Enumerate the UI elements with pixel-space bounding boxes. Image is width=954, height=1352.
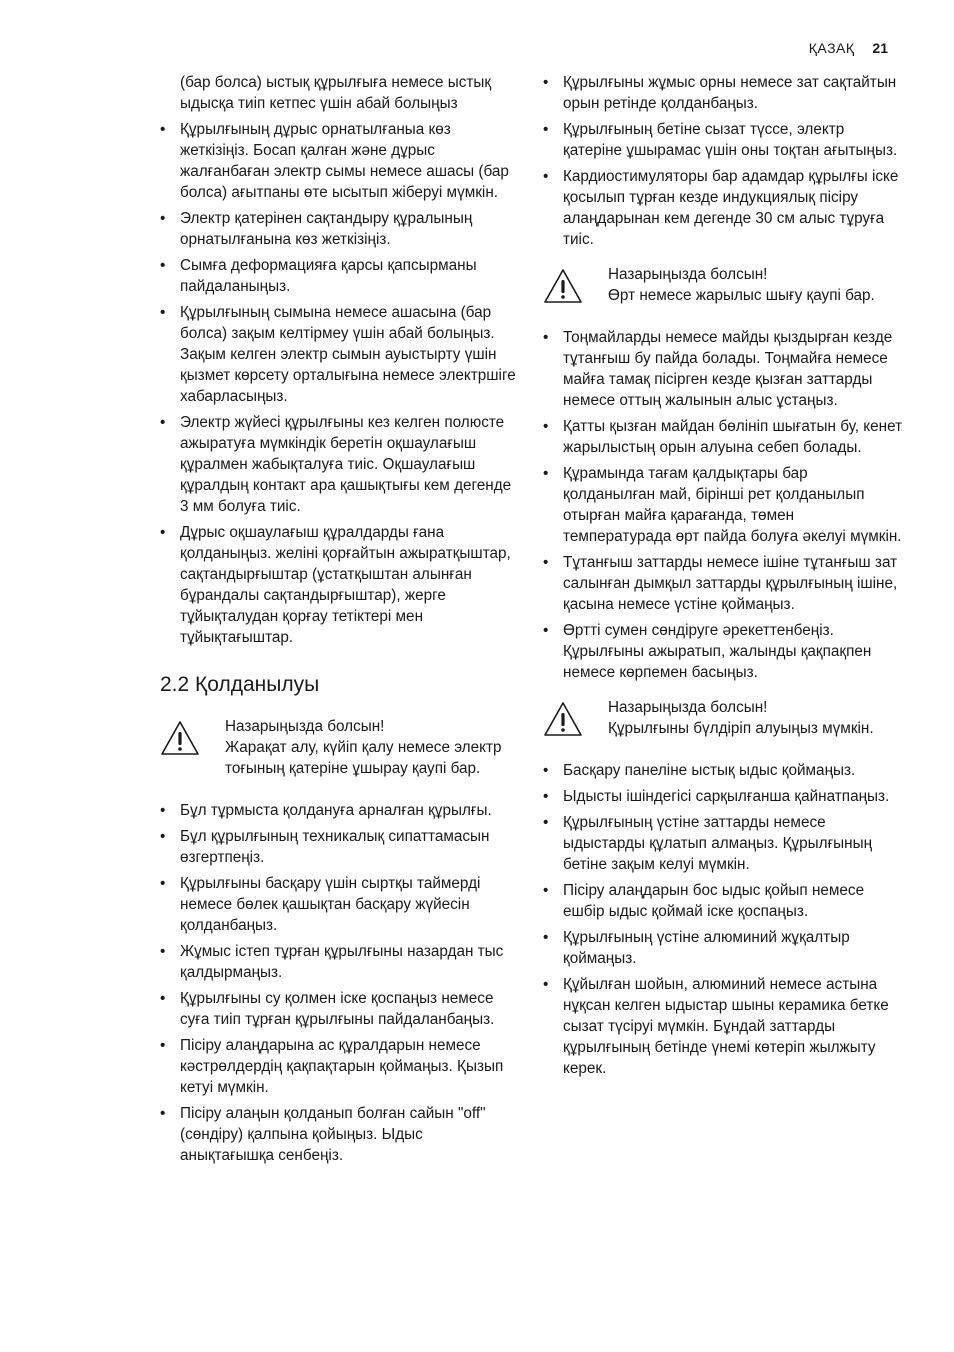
list-item: • Сымға деформацияға қарсы қапсырманы пайдаланыңыз. xyxy=(160,255,516,297)
list-item: • Құрылғыны су қолмен іске қоспаңыз немесе суға тиіп тұрған құрылғыны пайдаланбаңыз. xyxy=(160,988,516,1030)
list-item: • Пісіру алаңдарына ас құралдарын немесе кәстрөлдердің қақпақтарын қоймаңыз. Қызып кетуі мүмкін. xyxy=(160,1035,516,1098)
language-label: ҚАЗАҚ xyxy=(808,40,855,56)
section-title: Қолданылуы xyxy=(195,673,320,696)
list-item: • Бұл құрылғының техникалық сипаттамасын өзгертпеңіз. xyxy=(160,826,516,868)
bullet-list-usage xyxy=(160,800,516,1166)
list-item: • Құрылғыны жұмыс орны немесе зат сақтайтын орын ретінде қолданбаңыз. xyxy=(543,72,903,114)
list-item: • Қатты қызған майдан бөлініп шығатын бу, кенет жарылыстың орын алуына себеп болады. xyxy=(543,416,903,458)
warning-title: Назарыңызда болсын! xyxy=(608,699,768,716)
warning-triangle-icon xyxy=(543,701,583,737)
section-heading xyxy=(160,672,516,698)
list-item: • Құйылған шойын, алюминий немесе астына нұқсан келген ыдыстар шыны керамика бетке сызат түсіруі мүмкін. Бұндай заттарды құрылғының бетінде үнемі көтеріп жылжыту керек. xyxy=(543,974,903,1079)
list-item: • Кардиостимуляторы бар адамдар құрылғы іске қосылып тұрған кезде индукциялық пісіру алаңдарынан кем дегенде 30 см алыс тұруға тиіс. xyxy=(543,166,903,250)
list-item: • Тоңмайларды немесе майды қыздырған кезде тұтанғыш бу пайда болады. Тоңмайға немесе майға тамақ пісірген кезде қызған заттарды немесе оттың жалынын алыс ұстаңыз. xyxy=(543,327,903,411)
list-item: • Құрамында тағам қалдықтары бар қолданылған май, бірінші рет қолданылып отырған майға қарағанда, төмен температурада өрт пайда болуға әкелуі мүмкін. xyxy=(543,463,903,547)
bullet-list-fire xyxy=(543,327,903,683)
list-item: • Құрылғының үстіне заттарды немесе ыдыстарды құлатып алмаңыз. Құрылғының бетіне зақым келуі мүмкін. xyxy=(543,812,903,875)
warning-text: Жарақат алу, күйіп қалу немесе электр тоғының қатеріне ұшырау қаупі бар. xyxy=(225,739,502,777)
warning-text: Өрт немесе жарылыс шығу қаупі бар. xyxy=(608,287,875,304)
list-item: • Бұл тұрмыста қолдануға арналған құрылғы. xyxy=(160,800,516,821)
list-item: • Жұмыс істеп тұрған құрылғыны назардан тыс қалдырмаңыз. xyxy=(160,941,516,983)
warning-box xyxy=(543,264,903,306)
list-item: • Пісіру алаңын қолданып болған сайын "off" (сөндіру) қалпына қойыңыз. Ыдыс анықтағышқа сенбеңіз. xyxy=(160,1103,516,1166)
bullet-list-damage xyxy=(543,760,903,1079)
warning-triangle-icon xyxy=(160,720,200,756)
warning-triangle-icon xyxy=(543,268,583,304)
warning-box xyxy=(160,716,516,779)
list-item: • Өртті сумен сөндіруге әрекеттенбеңіз. Құрылғыны ажыратып, жалынды қақпақпен немесе көрпемен басыңыз. xyxy=(543,620,903,683)
list-item: • Құрылғыны басқару үшін сыртқы таймерді немесе бөлек қашықтан басқару жүйесін қолданбаңыз. xyxy=(160,873,516,936)
bullet-list-installation xyxy=(160,119,516,648)
warning-title: Назарыңызда болсын! xyxy=(225,718,385,735)
page-number: 21 xyxy=(872,40,888,56)
list-item: • Басқару панеліне ыстық ыдыс қоймаңыз. xyxy=(543,760,903,781)
list-item: • Тұтанғыш заттарды немесе ішіне тұтанғыш зат салынған дымқыл заттарды құрылғының ішіне, қасына немесе үстіне қоймаңыз. xyxy=(543,552,903,615)
section-number: 2.2 xyxy=(160,673,190,696)
list-item: • Құрылғының сымына немесе ашасына (бар болса) зақым келтірмеу үшін абай болыңыз. Зақым келген электр сымын ауыстырту үшін қызмет көрсету орталығына немесе электршіге хабарласыңыз. xyxy=(160,302,516,407)
list-item: • Құрылғының үстіне алюминий жұқалтыр қоймаңыз. xyxy=(543,927,903,969)
warning-box xyxy=(543,697,903,739)
warning-text: Құрылғыны бүлдіріп алуыңыз мүмкін. xyxy=(608,720,874,737)
list-item: • Пісіру алаңдарын бос ыдыс қойып немесе ешбір ыдыс қоймай іске қоспаңыз. xyxy=(543,880,903,922)
list-item: • Электр жүйесі құрылғыны кез келген полюсте ажыратуға мүмкіндік беретін оқшаулағыш құралмен жабықталуға тиіс. Оқшаулағыш құралдың контакт ара қашықтығы кем дегенде 3 мм болуға тиіс. xyxy=(160,412,516,517)
list-item: • Ыдысты ішіндегісі сарқылғанша қайнатпаңыз. xyxy=(543,786,903,807)
list-item: • Электр қатерінен сақтандыру құралының орнатылғанына көз жеткізіңіз. xyxy=(160,208,516,250)
list-item: • Құрылғының бетіне сызат түссе, электр қатеріне ұшырамас үшін оны тоқтан ағытыңыз. xyxy=(543,119,903,161)
list-item: • Дұрыс оқшаулағыш құралдарды ғана қолданыңыз. желіні қорғайтын ажыратқыштар, сақтандырғыштар (ұстатқыштан алынған бұрандалы сақтандырғыштар), жерге тұйықталудан қорғау тетіктері мен тұйықтағыштар. xyxy=(160,522,516,648)
list-item: • Құрылғының дұрыс орнатылғаныа көз жеткізіңіз. Босап қалған және дұрыс жалғанбаған электр сымы немесе ашасы (бар болса) ағытпаны өте ысытып жіберуі мүмкін. xyxy=(160,119,516,203)
right-column xyxy=(543,72,903,1084)
bullet-list-usage-continued xyxy=(543,72,903,250)
warning-title: Назарыңызда болсын! xyxy=(608,266,768,283)
left-column xyxy=(160,72,516,1171)
page-header xyxy=(809,38,888,59)
intro-text: (бар болса) ыстық құрылғыға немесе ыстық ыдысқа тиіп кетпес үшін абай болыңыз xyxy=(180,74,492,112)
